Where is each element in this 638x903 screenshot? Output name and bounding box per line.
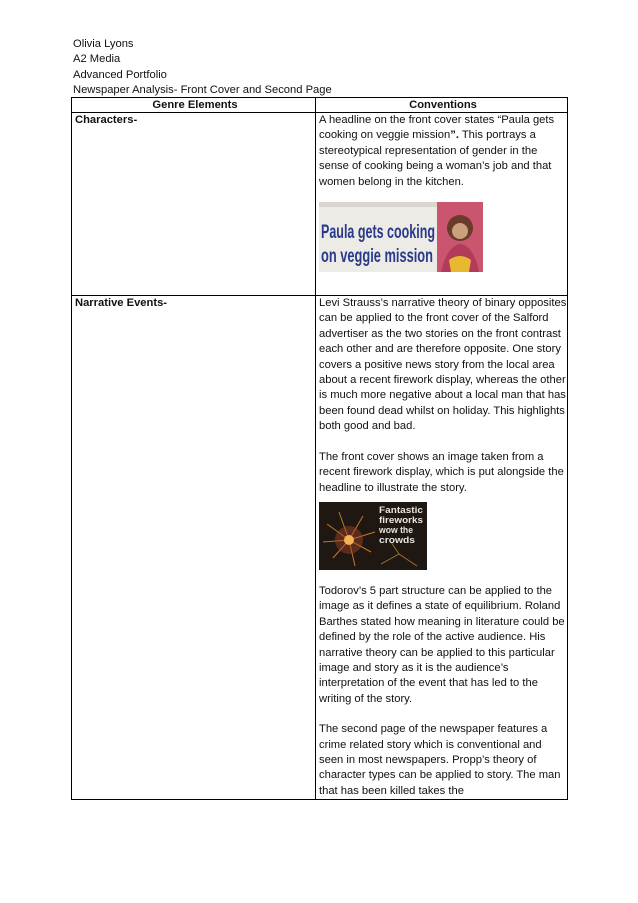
narrative-paragraph-1: Levi Strauss’s narrative theory of binary opposites can be applied to the front cover of the Salford advertiser as the two stories on the front contrast each other and are therefore opposite. One story covers a positive news story from the local area about a recent firework display, whereas the other is much more negative about a local man that has been found dead whilst on holiday. This highlights both good and bad. — [319, 297, 567, 433]
analysis-table — [71, 97, 568, 800]
column-header-conventions: Conventions — [316, 98, 568, 113]
image-caption-line2: fireworks — [379, 514, 423, 526]
image-headline-line2: on veggie mission — [321, 246, 433, 268]
table-row-narrative-events — [72, 296, 568, 800]
image-caption-line4: crowds — [379, 534, 415, 546]
paula-headline-image — [319, 202, 483, 272]
column-header-genre-elements: Genre Elements — [72, 98, 316, 113]
portfolio-name: Advanced Portfolio — [73, 68, 167, 81]
row-label-characters: Characters- — [72, 113, 316, 296]
table-row-characters — [72, 113, 568, 296]
image-headline-line1: Paula gets cooking — [321, 222, 435, 244]
document-header — [73, 37, 332, 98]
document-subject: Newspaper Analysis- Front Cover and Second Page — [73, 83, 332, 96]
fireworks-image — [319, 502, 427, 570]
characters-paragraph: A headline on the front cover states “Paula gets cooking on veggie mission”. This portrays a stereotypical representation of gender in the sense of cooking being a woman’s job and that women belong in the kitchen. — [319, 114, 555, 188]
image-caption-line1: Fantastic — [379, 504, 423, 516]
characters-conventions-cell — [316, 113, 568, 296]
table-header-row — [72, 98, 568, 113]
course-name: A2 Media — [73, 53, 121, 66]
narrative-paragraph-3: Todorov’s 5 part structure can be applied to the image as it defines a state of equilibrium. Roland Barthes stated how meaning in literature could be defined by the role of the active audience. His narrative theory can be applied to this particular image and story as it is the audience’s interpretation of the event that has led to the writing of the story. — [319, 584, 565, 705]
row-label-narrative-events: Narrative Events- — [72, 296, 316, 800]
image-caption-line3: wow the — [378, 524, 413, 536]
author-name: Olivia Lyons — [73, 38, 134, 50]
narrative-paragraph-2: The front cover shows an image taken from a recent firework display, which is put alongside the headline to illustrate the story. — [319, 450, 564, 494]
narrative-conventions-cell — [316, 296, 568, 800]
narrative-paragraph-4: The second page of the newspaper features a crime related story which is conventional and seen in most newspapers. Propp’s theory of character types can be applied to story. The man that has been killed takes the — [319, 723, 561, 797]
